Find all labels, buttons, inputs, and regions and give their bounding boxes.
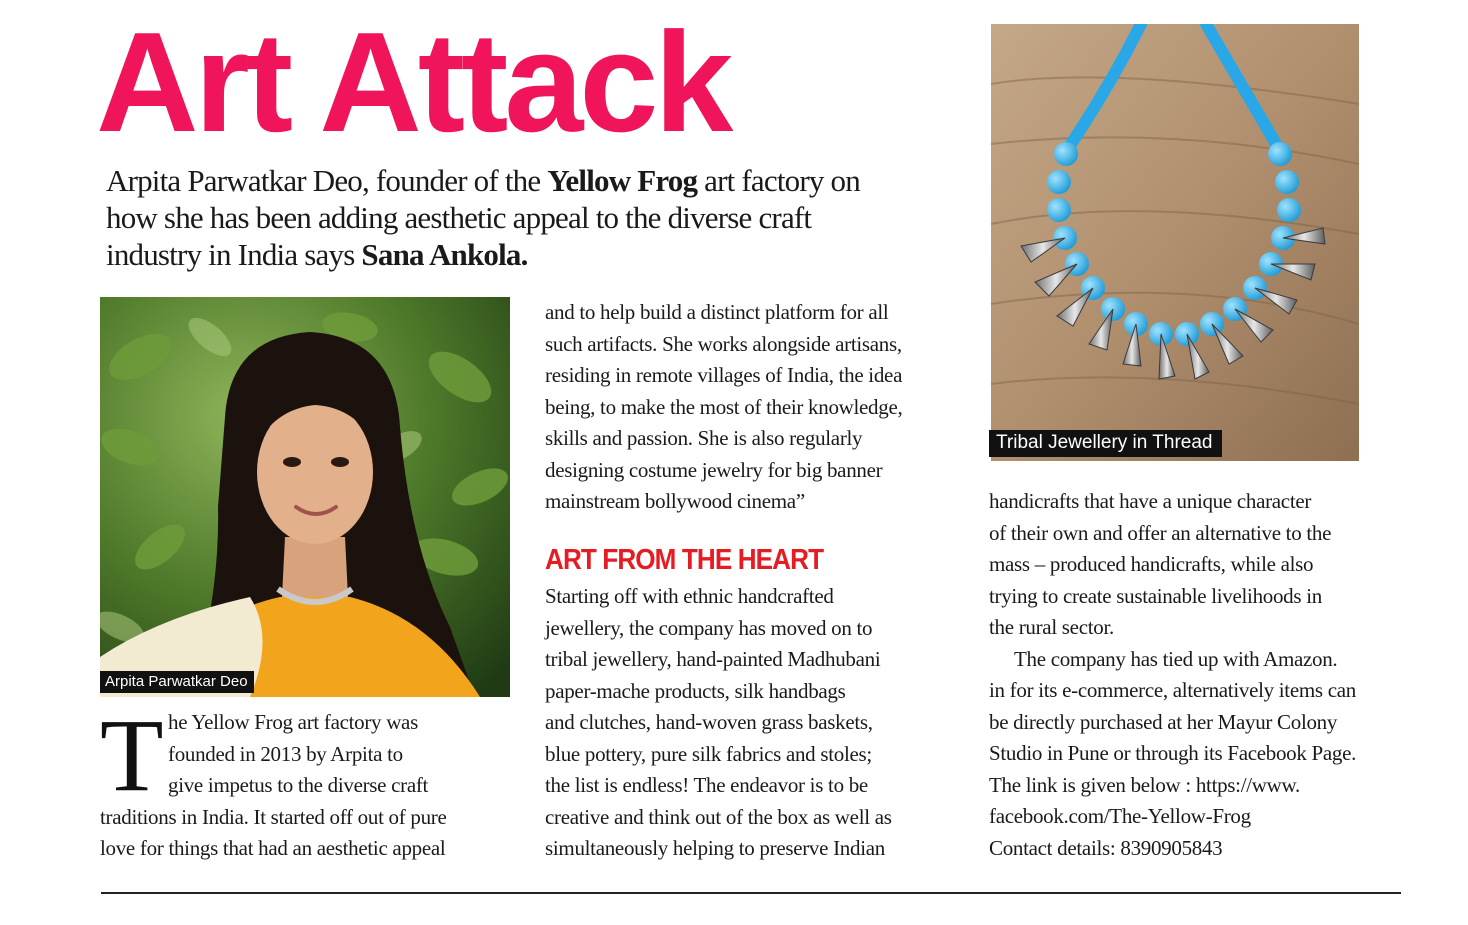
deck-brand: Yellow Frog xyxy=(547,163,698,198)
body-line: of their own and offer an alternative to the xyxy=(989,520,1332,545)
body-line: such artifacts. She works alongside artisans, xyxy=(545,331,902,356)
contact-details: Contact details: 8390905843 xyxy=(989,835,1223,860)
body-line: being, to make the most of their knowledge, xyxy=(545,394,903,419)
deck xyxy=(106,162,906,273)
body-line: Studio in Pune or through its Facebook Page. xyxy=(989,741,1357,765)
body-line: jewellery, the company has moved on to xyxy=(545,615,873,640)
headline: Art Attack xyxy=(96,3,730,162)
body-line: designing costume jewelry for big banner xyxy=(545,457,883,482)
deck-part2: art factory on how she has been adding aesthetic appeal to the diverse craft industry in India says xyxy=(106,163,860,272)
body-line: residing in remote villages of India, the idea xyxy=(545,363,903,387)
drop-cap: T xyxy=(100,698,164,813)
necklace-caption: Tribal Jewellery in Thread xyxy=(989,430,1222,457)
portrait-caption: Arpita Parwatkar Deo xyxy=(100,671,254,693)
body-line: paper-mache products, silk handbags xyxy=(545,678,846,703)
body-line: tribal jewellery, hand-painted Madhubani xyxy=(545,647,881,671)
body-line: blue pottery, pure silk fabrics and stoles; xyxy=(545,741,872,766)
bottom-rule xyxy=(101,892,1401,894)
body-line: traditions in India. It started off out of pure xyxy=(100,804,447,829)
necklace-illustration xyxy=(991,24,1359,461)
body-line: handicrafts that have a unique character xyxy=(989,489,1312,513)
column-3 xyxy=(989,486,1409,864)
body-line: love for things that had an aesthetic appeal xyxy=(100,836,446,860)
facebook-link[interactable]: facebook.com/The-Yellow-Frog xyxy=(989,804,1251,828)
column-2-top xyxy=(545,297,965,518)
body-line: mass – produced handicrafts, while also xyxy=(989,552,1314,576)
body-line: the list is endless! The endeavor is to be xyxy=(545,773,868,797)
body-line: simultaneously helping to preserve Indian xyxy=(545,836,885,860)
body-line: be directly purchased at her Mayur Colony xyxy=(989,709,1338,734)
body-line: he Yellow Frog art factory was xyxy=(168,710,418,734)
body-line: The link is given below : https://www. xyxy=(989,772,1300,797)
body-line: and to help build a distinct platform for all xyxy=(545,300,889,324)
portrait-photo xyxy=(100,297,510,697)
column-2-bottom xyxy=(545,581,965,865)
body-line: give impetus to the diverse craft xyxy=(168,773,429,797)
body-line: trying to create sustainable livelihoods in xyxy=(989,583,1322,608)
body-line: skills and passion. She is also regularly xyxy=(545,426,863,450)
body-line: The company has tied up with Amazon. xyxy=(1014,646,1338,671)
deck-author: Sana Ankola. xyxy=(361,237,528,272)
body-line: in for its e-commerce, alternatively items can xyxy=(989,678,1356,702)
body-line: and clutches, hand-woven grass baskets, xyxy=(545,710,873,734)
body-line: the rural sector. xyxy=(989,615,1114,639)
subhead: ART FROM THE HEART xyxy=(545,544,824,576)
deck-part1: Arpita Parwatkar Deo, founder of the xyxy=(106,163,548,198)
body-line: founded in 2013 by Arpita to xyxy=(168,741,403,766)
portrait-illustration xyxy=(100,297,510,697)
necklace-photo xyxy=(991,24,1359,461)
body-line: creative and think out of the box as well as xyxy=(545,804,892,829)
body-line: mainstream bollywood cinema” xyxy=(545,489,805,513)
column-1 xyxy=(100,707,510,865)
body-line: Starting off with ethnic handcrafted xyxy=(545,584,834,608)
